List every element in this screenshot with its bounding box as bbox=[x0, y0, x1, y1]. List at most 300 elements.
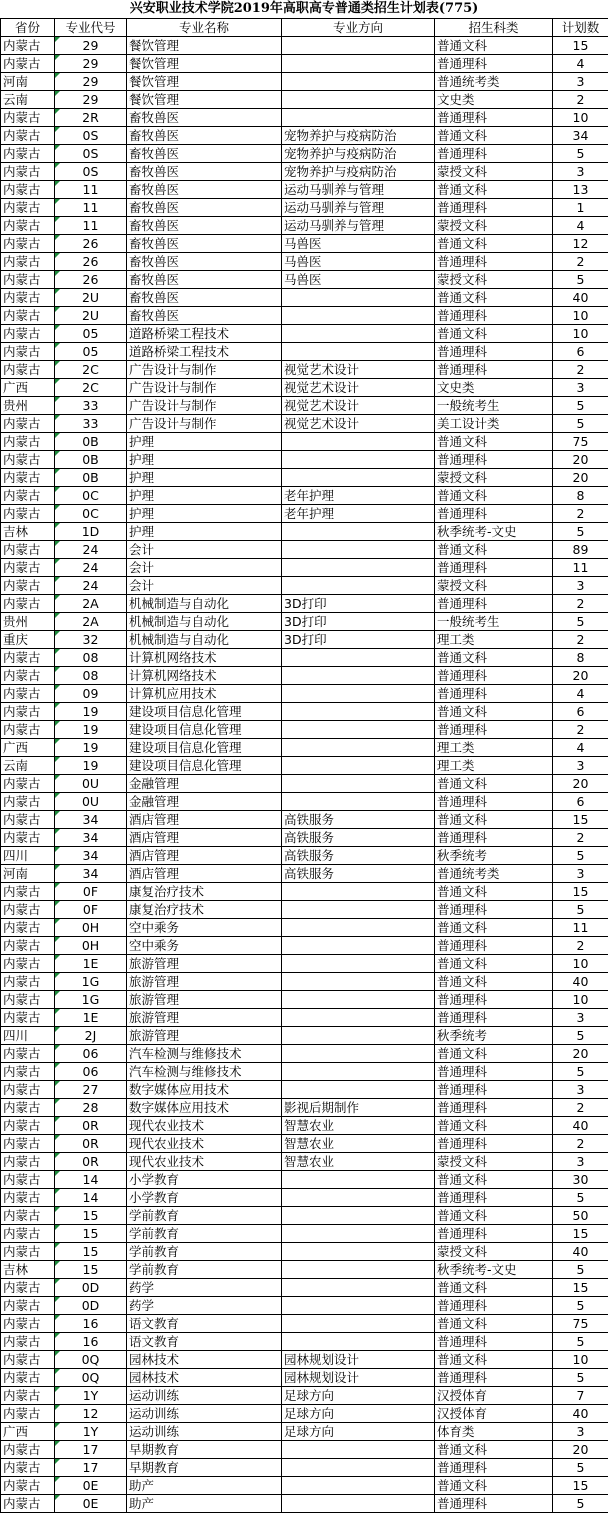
major-direction-cell[interactable] bbox=[282, 55, 435, 73]
plan-count-cell[interactable]: 3 bbox=[553, 73, 608, 91]
major-name-cell[interactable]: 早期教育 bbox=[127, 1459, 282, 1477]
plan-count-cell[interactable]: 40 bbox=[553, 1117, 608, 1135]
major-name-cell[interactable]: 餐饮管理 bbox=[127, 55, 282, 73]
province-cell[interactable]: 内蒙古 bbox=[1, 37, 55, 55]
major-name-cell[interactable]: 园林技术 bbox=[127, 1351, 282, 1369]
major-direction-cell[interactable]: 高铁服务 bbox=[282, 847, 435, 865]
plan-count-cell[interactable]: 2 bbox=[553, 721, 608, 739]
major-direction-cell[interactable]: 老年护理 bbox=[282, 487, 435, 505]
major-name-cell[interactable]: 语文教育 bbox=[127, 1333, 282, 1351]
major-code-cell[interactable]: 29 bbox=[55, 73, 127, 91]
plan-count-cell[interactable]: 5 bbox=[553, 901, 608, 919]
major-name-cell[interactable]: 广告设计与制作 bbox=[127, 379, 282, 397]
subject-category-cell[interactable]: 普通文科 bbox=[435, 1477, 553, 1495]
major-name-cell[interactable]: 畜牧兽医 bbox=[127, 307, 282, 325]
subject-category-cell[interactable]: 秋季统考-文史 bbox=[435, 523, 553, 541]
plan-count-cell[interactable]: 5 bbox=[553, 1297, 608, 1315]
province-cell[interactable]: 内蒙古 bbox=[1, 1135, 55, 1153]
province-cell[interactable]: 内蒙古 bbox=[1, 1351, 55, 1369]
major-name-cell[interactable]: 学前教育 bbox=[127, 1261, 282, 1279]
province-cell[interactable]: 广西 bbox=[1, 379, 55, 397]
plan-count-cell[interactable]: 2 bbox=[553, 937, 608, 955]
province-cell[interactable]: 四川 bbox=[1, 847, 55, 865]
plan-count-cell[interactable]: 3 bbox=[553, 1081, 608, 1099]
plan-count-cell[interactable]: 75 bbox=[553, 433, 608, 451]
province-cell[interactable]: 云南 bbox=[1, 91, 55, 109]
province-cell[interactable]: 内蒙古 bbox=[1, 1189, 55, 1207]
province-cell[interactable]: 内蒙古 bbox=[1, 1081, 55, 1099]
plan-count-cell[interactable]: 20 bbox=[553, 451, 608, 469]
major-direction-cell[interactable] bbox=[282, 973, 435, 991]
subject-category-cell[interactable]: 普通理科 bbox=[435, 829, 553, 847]
province-cell[interactable]: 贵州 bbox=[1, 613, 55, 631]
major-code-cell[interactable]: 0U bbox=[55, 775, 127, 793]
province-cell[interactable]: 内蒙古 bbox=[1, 109, 55, 127]
major-code-cell[interactable]: 24 bbox=[55, 577, 127, 595]
major-code-cell[interactable]: 1G bbox=[55, 973, 127, 991]
major-direction-cell[interactable] bbox=[282, 1315, 435, 1333]
province-cell[interactable]: 内蒙古 bbox=[1, 883, 55, 901]
major-name-cell[interactable]: 广告设计与制作 bbox=[127, 361, 282, 379]
subject-category-cell[interactable]: 普通理科 bbox=[435, 253, 553, 271]
subject-category-cell[interactable]: 汉授体育 bbox=[435, 1387, 553, 1405]
province-cell[interactable]: 内蒙古 bbox=[1, 1333, 55, 1351]
major-direction-cell[interactable]: 马兽医 bbox=[282, 235, 435, 253]
major-direction-cell[interactable] bbox=[282, 1261, 435, 1279]
plan-count-cell[interactable]: 5 bbox=[553, 1027, 608, 1045]
subject-category-cell[interactable]: 普通文科 bbox=[435, 703, 553, 721]
major-code-cell[interactable]: 34 bbox=[55, 829, 127, 847]
major-name-cell[interactable]: 康复治疗技术 bbox=[127, 901, 282, 919]
plan-count-cell[interactable]: 2 bbox=[553, 1135, 608, 1153]
major-code-cell[interactable]: 0E bbox=[55, 1495, 127, 1513]
subject-category-cell[interactable]: 普通文科 bbox=[435, 1207, 553, 1225]
plan-count-cell[interactable]: 5 bbox=[553, 415, 608, 433]
province-cell[interactable]: 内蒙古 bbox=[1, 811, 55, 829]
province-cell[interactable]: 内蒙古 bbox=[1, 1243, 55, 1261]
major-name-cell[interactable]: 助产 bbox=[127, 1477, 282, 1495]
plan-count-cell[interactable]: 3 bbox=[553, 577, 608, 595]
subject-category-cell[interactable]: 蒙授文科 bbox=[435, 1243, 553, 1261]
plan-count-cell[interactable]: 10 bbox=[553, 955, 608, 973]
major-code-cell[interactable]: 0Q bbox=[55, 1351, 127, 1369]
province-cell[interactable]: 吉林 bbox=[1, 523, 55, 541]
major-direction-cell[interactable]: 3D打印 bbox=[282, 631, 435, 649]
major-name-cell[interactable]: 汽车检测与维修技术 bbox=[127, 1045, 282, 1063]
major-direction-cell[interactable] bbox=[282, 433, 435, 451]
major-name-cell[interactable]: 机械制造与自动化 bbox=[127, 631, 282, 649]
subject-category-cell[interactable]: 普通文科 bbox=[435, 1279, 553, 1297]
major-direction-cell[interactable] bbox=[282, 1171, 435, 1189]
province-cell[interactable]: 内蒙古 bbox=[1, 829, 55, 847]
subject-category-cell[interactable]: 一般统考生 bbox=[435, 397, 553, 415]
subject-category-cell[interactable]: 普通理科 bbox=[435, 559, 553, 577]
major-name-cell[interactable]: 药学 bbox=[127, 1279, 282, 1297]
major-direction-cell[interactable] bbox=[282, 325, 435, 343]
major-direction-cell[interactable]: 视觉艺术设计 bbox=[282, 361, 435, 379]
plan-count-cell[interactable]: 3 bbox=[553, 1153, 608, 1171]
major-code-cell[interactable]: 19 bbox=[55, 721, 127, 739]
major-name-cell[interactable]: 旅游管理 bbox=[127, 973, 282, 991]
subject-category-cell[interactable]: 普通理科 bbox=[435, 343, 553, 361]
plan-count-cell[interactable]: 3 bbox=[553, 379, 608, 397]
plan-count-cell[interactable]: 10 bbox=[553, 991, 608, 1009]
major-name-cell[interactable]: 护理 bbox=[127, 505, 282, 523]
major-direction-cell[interactable]: 3D打印 bbox=[282, 595, 435, 613]
major-name-cell[interactable]: 学前教育 bbox=[127, 1225, 282, 1243]
major-code-cell[interactable]: 2U bbox=[55, 307, 127, 325]
major-name-cell[interactable]: 现代农业技术 bbox=[127, 1135, 282, 1153]
major-code-cell[interactable]: 2C bbox=[55, 361, 127, 379]
province-cell[interactable]: 内蒙古 bbox=[1, 1099, 55, 1117]
major-name-cell[interactable]: 计算机应用技术 bbox=[127, 685, 282, 703]
plan-count-cell[interactable]: 15 bbox=[553, 883, 608, 901]
major-code-cell[interactable]: 19 bbox=[55, 757, 127, 775]
subject-category-cell[interactable]: 普通理科 bbox=[435, 505, 553, 523]
major-name-cell[interactable]: 建设项目信息化管理 bbox=[127, 739, 282, 757]
province-cell[interactable]: 广西 bbox=[1, 739, 55, 757]
plan-count-cell[interactable]: 40 bbox=[553, 1405, 608, 1423]
major-code-cell[interactable]: 0U bbox=[55, 793, 127, 811]
major-direction-cell[interactable]: 高铁服务 bbox=[282, 811, 435, 829]
major-direction-cell[interactable] bbox=[282, 523, 435, 541]
subject-category-cell[interactable]: 普通理科 bbox=[435, 1135, 553, 1153]
major-name-cell[interactable]: 餐饮管理 bbox=[127, 73, 282, 91]
major-code-cell[interactable]: 2C bbox=[55, 379, 127, 397]
major-name-cell[interactable]: 现代农业技术 bbox=[127, 1117, 282, 1135]
major-name-cell[interactable]: 计算机网络技术 bbox=[127, 649, 282, 667]
major-direction-cell[interactable] bbox=[282, 1243, 435, 1261]
major-code-cell[interactable]: 29 bbox=[55, 91, 127, 109]
province-cell[interactable]: 内蒙古 bbox=[1, 1459, 55, 1477]
plan-count-cell[interactable]: 10 bbox=[553, 1351, 608, 1369]
major-name-cell[interactable]: 畜牧兽医 bbox=[127, 127, 282, 145]
plan-count-cell[interactable]: 2 bbox=[553, 595, 608, 613]
plan-count-cell[interactable]: 40 bbox=[553, 1243, 608, 1261]
province-cell[interactable]: 内蒙古 bbox=[1, 1045, 55, 1063]
subject-category-cell[interactable]: 普通文科 bbox=[435, 1117, 553, 1135]
plan-count-cell[interactable]: 5 bbox=[553, 1189, 608, 1207]
major-direction-cell[interactable] bbox=[282, 1495, 435, 1513]
major-code-cell[interactable]: 17 bbox=[55, 1459, 127, 1477]
plan-count-cell[interactable]: 11 bbox=[553, 919, 608, 937]
major-code-cell[interactable]: 0S bbox=[55, 163, 127, 181]
major-code-cell[interactable]: 33 bbox=[55, 397, 127, 415]
major-code-cell[interactable]: 0B bbox=[55, 469, 127, 487]
major-code-cell[interactable]: 15 bbox=[55, 1243, 127, 1261]
major-name-cell[interactable]: 广告设计与制作 bbox=[127, 415, 282, 433]
province-cell[interactable]: 内蒙古 bbox=[1, 775, 55, 793]
major-name-cell[interactable]: 餐饮管理 bbox=[127, 37, 282, 55]
major-name-cell[interactable]: 园林技术 bbox=[127, 1369, 282, 1387]
plan-count-cell[interactable]: 5 bbox=[553, 1369, 608, 1387]
subject-category-cell[interactable]: 秋季统考-文史 bbox=[435, 1261, 553, 1279]
major-direction-cell[interactable]: 智慧农业 bbox=[282, 1153, 435, 1171]
plan-count-cell[interactable]: 5 bbox=[553, 1333, 608, 1351]
major-direction-cell[interactable] bbox=[282, 793, 435, 811]
plan-count-cell[interactable]: 3 bbox=[553, 163, 608, 181]
province-cell[interactable]: 内蒙古 bbox=[1, 289, 55, 307]
plan-count-cell[interactable]: 8 bbox=[553, 649, 608, 667]
province-cell[interactable]: 内蒙古 bbox=[1, 1225, 55, 1243]
province-cell[interactable]: 重庆 bbox=[1, 631, 55, 649]
subject-category-cell[interactable]: 普通理科 bbox=[435, 55, 553, 73]
subject-category-cell[interactable]: 一般统考生 bbox=[435, 613, 553, 631]
plan-count-cell[interactable]: 15 bbox=[553, 1279, 608, 1297]
header-subject-category[interactable]: 招生科类 bbox=[435, 19, 553, 37]
header-major-direction[interactable]: 专业方向 bbox=[282, 19, 435, 37]
province-cell[interactable]: 内蒙古 bbox=[1, 199, 55, 217]
province-cell[interactable]: 内蒙古 bbox=[1, 703, 55, 721]
major-code-cell[interactable]: 33 bbox=[55, 415, 127, 433]
major-code-cell[interactable]: 0R bbox=[55, 1153, 127, 1171]
plan-count-cell[interactable]: 15 bbox=[553, 811, 608, 829]
subject-category-cell[interactable]: 理工类 bbox=[435, 631, 553, 649]
subject-category-cell[interactable]: 普通文科 bbox=[435, 883, 553, 901]
major-code-cell[interactable]: 15 bbox=[55, 1261, 127, 1279]
subject-category-cell[interactable]: 普通理科 bbox=[435, 1081, 553, 1099]
major-name-cell[interactable]: 畜牧兽医 bbox=[127, 235, 282, 253]
province-cell[interactable]: 内蒙古 bbox=[1, 559, 55, 577]
subject-category-cell[interactable]: 普通文科 bbox=[435, 649, 553, 667]
plan-count-cell[interactable]: 2 bbox=[553, 631, 608, 649]
plan-count-cell[interactable]: 40 bbox=[553, 973, 608, 991]
header-major-code[interactable]: 专业代号 bbox=[55, 19, 127, 37]
province-cell[interactable]: 内蒙古 bbox=[1, 667, 55, 685]
major-name-cell[interactable]: 金融管理 bbox=[127, 793, 282, 811]
province-cell[interactable]: 内蒙古 bbox=[1, 1117, 55, 1135]
header-province[interactable]: 省份 bbox=[1, 19, 55, 37]
province-cell[interactable]: 内蒙古 bbox=[1, 1369, 55, 1387]
major-name-cell[interactable]: 学前教育 bbox=[127, 1243, 282, 1261]
plan-count-cell[interactable]: 6 bbox=[553, 703, 608, 721]
plan-count-cell[interactable]: 5 bbox=[553, 847, 608, 865]
plan-count-cell[interactable]: 4 bbox=[553, 55, 608, 73]
subject-category-cell[interactable]: 普通理科 bbox=[435, 901, 553, 919]
major-name-cell[interactable]: 康复治疗技术 bbox=[127, 883, 282, 901]
province-cell[interactable]: 内蒙古 bbox=[1, 1297, 55, 1315]
province-cell[interactable]: 广西 bbox=[1, 1423, 55, 1441]
major-direction-cell[interactable]: 老年护理 bbox=[282, 505, 435, 523]
province-cell[interactable]: 内蒙古 bbox=[1, 145, 55, 163]
province-cell[interactable]: 内蒙古 bbox=[1, 1387, 55, 1405]
plan-count-cell[interactable]: 30 bbox=[553, 1171, 608, 1189]
subject-category-cell[interactable]: 普通理科 bbox=[435, 1225, 553, 1243]
major-code-cell[interactable]: 1G bbox=[55, 991, 127, 1009]
major-code-cell[interactable]: 0D bbox=[55, 1297, 127, 1315]
major-name-cell[interactable]: 机械制造与自动化 bbox=[127, 613, 282, 631]
province-cell[interactable]: 内蒙古 bbox=[1, 55, 55, 73]
major-name-cell[interactable]: 畜牧兽医 bbox=[127, 289, 282, 307]
plan-count-cell[interactable]: 11 bbox=[553, 559, 608, 577]
major-code-cell[interactable]: 19 bbox=[55, 739, 127, 757]
province-cell[interactable]: 内蒙古 bbox=[1, 325, 55, 343]
major-name-cell[interactable]: 早期教育 bbox=[127, 1441, 282, 1459]
plan-count-cell[interactable]: 2 bbox=[553, 91, 608, 109]
major-code-cell[interactable]: 32 bbox=[55, 631, 127, 649]
major-name-cell[interactable]: 运动训练 bbox=[127, 1405, 282, 1423]
major-name-cell[interactable]: 旅游管理 bbox=[127, 1009, 282, 1027]
subject-category-cell[interactable]: 普通文科 bbox=[435, 1351, 553, 1369]
plan-count-cell[interactable]: 15 bbox=[553, 1225, 608, 1243]
major-code-cell[interactable]: 2A bbox=[55, 595, 127, 613]
subject-category-cell[interactable]: 普通理科 bbox=[435, 721, 553, 739]
province-cell[interactable]: 内蒙古 bbox=[1, 1405, 55, 1423]
subject-category-cell[interactable]: 普通文科 bbox=[435, 1045, 553, 1063]
major-direction-cell[interactable] bbox=[282, 1441, 435, 1459]
province-cell[interactable]: 内蒙古 bbox=[1, 649, 55, 667]
province-cell[interactable]: 内蒙古 bbox=[1, 1207, 55, 1225]
major-code-cell[interactable]: 06 bbox=[55, 1045, 127, 1063]
major-code-cell[interactable]: 27 bbox=[55, 1081, 127, 1099]
subject-category-cell[interactable]: 普通文科 bbox=[435, 811, 553, 829]
major-code-cell[interactable]: 0F bbox=[55, 883, 127, 901]
major-name-cell[interactable]: 畜牧兽医 bbox=[127, 163, 282, 181]
plan-count-cell[interactable]: 5 bbox=[553, 1495, 608, 1513]
major-direction-cell[interactable] bbox=[282, 901, 435, 919]
major-name-cell[interactable]: 空中乘务 bbox=[127, 937, 282, 955]
major-name-cell[interactable]: 建设项目信息化管理 bbox=[127, 703, 282, 721]
major-direction-cell[interactable] bbox=[282, 91, 435, 109]
subject-category-cell[interactable]: 蒙授文科 bbox=[435, 469, 553, 487]
subject-category-cell[interactable]: 普通理科 bbox=[435, 991, 553, 1009]
major-direction-cell[interactable] bbox=[282, 757, 435, 775]
major-name-cell[interactable]: 学前教育 bbox=[127, 1207, 282, 1225]
major-direction-cell[interactable]: 足球方向 bbox=[282, 1423, 435, 1441]
subject-category-cell[interactable]: 普通理科 bbox=[435, 361, 553, 379]
major-code-cell[interactable]: 14 bbox=[55, 1189, 127, 1207]
major-name-cell[interactable]: 道路桥梁工程技术 bbox=[127, 325, 282, 343]
subject-category-cell[interactable]: 普通理科 bbox=[435, 1495, 553, 1513]
province-cell[interactable]: 内蒙古 bbox=[1, 487, 55, 505]
subject-category-cell[interactable]: 普通文科 bbox=[435, 955, 553, 973]
province-cell[interactable]: 内蒙古 bbox=[1, 415, 55, 433]
subject-category-cell[interactable]: 普通文科 bbox=[435, 289, 553, 307]
major-code-cell[interactable]: 34 bbox=[55, 811, 127, 829]
subject-category-cell[interactable]: 普通文科 bbox=[435, 1315, 553, 1333]
subject-category-cell[interactable]: 文史类 bbox=[435, 91, 553, 109]
province-cell[interactable]: 四川 bbox=[1, 1027, 55, 1045]
major-direction-cell[interactable] bbox=[282, 37, 435, 55]
major-name-cell[interactable]: 运动训练 bbox=[127, 1387, 282, 1405]
major-direction-cell[interactable]: 园林规划设计 bbox=[282, 1369, 435, 1387]
major-code-cell[interactable]: 17 bbox=[55, 1441, 127, 1459]
major-direction-cell[interactable] bbox=[282, 1027, 435, 1045]
province-cell[interactable]: 内蒙古 bbox=[1, 451, 55, 469]
province-cell[interactable]: 贵州 bbox=[1, 397, 55, 415]
major-name-cell[interactable]: 旅游管理 bbox=[127, 955, 282, 973]
major-code-cell[interactable]: 24 bbox=[55, 541, 127, 559]
major-name-cell[interactable]: 小学教育 bbox=[127, 1171, 282, 1189]
major-code-cell[interactable]: 08 bbox=[55, 649, 127, 667]
major-code-cell[interactable]: 14 bbox=[55, 1171, 127, 1189]
plan-count-cell[interactable]: 13 bbox=[553, 181, 608, 199]
province-cell[interactable]: 内蒙古 bbox=[1, 955, 55, 973]
province-cell[interactable]: 内蒙古 bbox=[1, 433, 55, 451]
major-direction-cell[interactable] bbox=[282, 1225, 435, 1243]
major-code-cell[interactable]: 29 bbox=[55, 55, 127, 73]
major-code-cell[interactable]: 16 bbox=[55, 1333, 127, 1351]
major-direction-cell[interactable]: 智慧农业 bbox=[282, 1117, 435, 1135]
major-code-cell[interactable]: 0C bbox=[55, 487, 127, 505]
major-name-cell[interactable]: 金融管理 bbox=[127, 775, 282, 793]
major-code-cell[interactable]: 1E bbox=[55, 1009, 127, 1027]
province-cell[interactable]: 内蒙古 bbox=[1, 937, 55, 955]
province-cell[interactable]: 内蒙古 bbox=[1, 1477, 55, 1495]
plan-count-cell[interactable]: 6 bbox=[553, 343, 608, 361]
plan-count-cell[interactable]: 8 bbox=[553, 487, 608, 505]
plan-count-cell[interactable]: 3 bbox=[553, 757, 608, 775]
subject-category-cell[interactable]: 汉授体育 bbox=[435, 1405, 553, 1423]
major-direction-cell[interactable] bbox=[282, 577, 435, 595]
major-direction-cell[interactable]: 宠物养护与疫病防治 bbox=[282, 145, 435, 163]
province-cell[interactable]: 内蒙古 bbox=[1, 163, 55, 181]
major-name-cell[interactable]: 畜牧兽医 bbox=[127, 253, 282, 271]
province-cell[interactable]: 内蒙古 bbox=[1, 1495, 55, 1513]
major-direction-cell[interactable] bbox=[282, 883, 435, 901]
major-name-cell[interactable]: 药学 bbox=[127, 1297, 282, 1315]
subject-category-cell[interactable]: 普通文科 bbox=[435, 181, 553, 199]
major-code-cell[interactable]: 24 bbox=[55, 559, 127, 577]
plan-count-cell[interactable]: 5 bbox=[553, 1063, 608, 1081]
province-cell[interactable]: 内蒙古 bbox=[1, 1171, 55, 1189]
province-cell[interactable]: 内蒙古 bbox=[1, 361, 55, 379]
major-direction-cell[interactable] bbox=[282, 289, 435, 307]
major-direction-cell[interactable] bbox=[282, 73, 435, 91]
major-code-cell[interactable]: 16 bbox=[55, 1315, 127, 1333]
major-code-cell[interactable]: 0S bbox=[55, 127, 127, 145]
major-direction-cell[interactable]: 视觉艺术设计 bbox=[282, 397, 435, 415]
subject-category-cell[interactable]: 普通理科 bbox=[435, 1333, 553, 1351]
major-direction-cell[interactable]: 运动马驯养与管理 bbox=[282, 199, 435, 217]
major-name-cell[interactable]: 旅游管理 bbox=[127, 991, 282, 1009]
province-cell[interactable]: 内蒙古 bbox=[1, 1009, 55, 1027]
major-code-cell[interactable]: 05 bbox=[55, 325, 127, 343]
major-code-cell[interactable]: 09 bbox=[55, 685, 127, 703]
plan-count-cell[interactable]: 75 bbox=[553, 1315, 608, 1333]
major-name-cell[interactable]: 护理 bbox=[127, 469, 282, 487]
subject-category-cell[interactable]: 普通统考类 bbox=[435, 73, 553, 91]
subject-category-cell[interactable]: 体育类 bbox=[435, 1423, 553, 1441]
province-cell[interactable]: 内蒙古 bbox=[1, 793, 55, 811]
province-cell[interactable]: 内蒙古 bbox=[1, 505, 55, 523]
subject-category-cell[interactable]: 普通文科 bbox=[435, 973, 553, 991]
subject-category-cell[interactable]: 普通理科 bbox=[435, 451, 553, 469]
major-direction-cell[interactable]: 园林规划设计 bbox=[282, 1351, 435, 1369]
subject-category-cell[interactable]: 普通理科 bbox=[435, 595, 553, 613]
major-direction-cell[interactable] bbox=[282, 1297, 435, 1315]
major-name-cell[interactable]: 会计 bbox=[127, 577, 282, 595]
major-name-cell[interactable]: 护理 bbox=[127, 523, 282, 541]
subject-category-cell[interactable]: 普通理科 bbox=[435, 667, 553, 685]
major-code-cell[interactable]: 2A bbox=[55, 613, 127, 631]
province-cell[interactable]: 内蒙古 bbox=[1, 541, 55, 559]
major-name-cell[interactable]: 小学教育 bbox=[127, 1189, 282, 1207]
major-code-cell[interactable]: 11 bbox=[55, 199, 127, 217]
major-code-cell[interactable]: 0C bbox=[55, 505, 127, 523]
subject-category-cell[interactable]: 普通理科 bbox=[435, 145, 553, 163]
province-cell[interactable]: 内蒙古 bbox=[1, 1279, 55, 1297]
plan-count-cell[interactable]: 2 bbox=[553, 505, 608, 523]
major-direction-cell[interactable]: 足球方向 bbox=[282, 1387, 435, 1405]
province-cell[interactable]: 内蒙古 bbox=[1, 721, 55, 739]
subject-category-cell[interactable]: 理工类 bbox=[435, 739, 553, 757]
major-code-cell[interactable]: 29 bbox=[55, 37, 127, 55]
major-name-cell[interactable]: 道路桥梁工程技术 bbox=[127, 343, 282, 361]
major-name-cell[interactable]: 会计 bbox=[127, 559, 282, 577]
major-code-cell[interactable]: 34 bbox=[55, 847, 127, 865]
major-direction-cell[interactable]: 视觉艺术设计 bbox=[282, 415, 435, 433]
